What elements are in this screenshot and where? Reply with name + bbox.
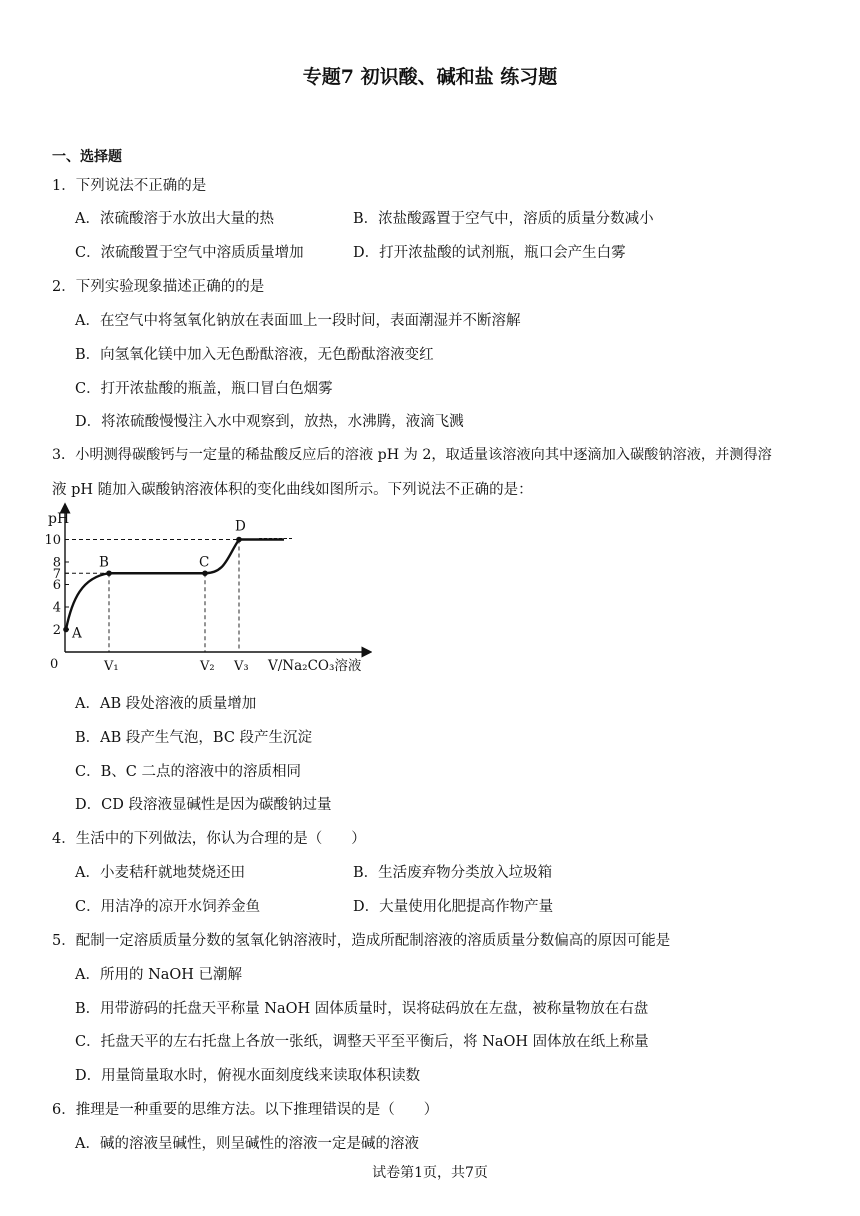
page-title: 专题7 初识酸、碱和盐 练习题 bbox=[302, 66, 558, 88]
question-2-option-a: A．在空气中将氢氧化钠放在表面皿上一段时间，表面潮湿并不断溶解 bbox=[75, 313, 521, 329]
question-4-stem: 4．生活中的下列做法，你认为合理的是（ ） bbox=[52, 831, 366, 847]
question-3-option-c: C．B、C 二点的溶液中的溶质相同 bbox=[75, 764, 301, 780]
question-2-option-d: D．将浓硫酸慢慢注入水中观察到，放热，水沸腾，液滴飞溅 bbox=[75, 414, 464, 430]
question-2-option-c: C．打开浓盐酸的瓶盖，瓶口冒白色烟雾 bbox=[75, 381, 333, 397]
point-a bbox=[63, 627, 69, 633]
question-3-option-b: B．AB 段产生气泡，BC 段产生沉淀 bbox=[75, 730, 313, 746]
question-3-option-a: A．AB 段处溶液的质量增加 bbox=[75, 696, 257, 712]
question-1-option-b: B．浓盐酸露置于空气中，溶质的质量分数减小 bbox=[353, 211, 654, 227]
x-axis-label: V/Na₂CO₃溶液 bbox=[268, 658, 362, 674]
question-2-option-b: B．向氢氧化镁中加入无色酚酞溶液，无色酚酞溶液变红 bbox=[75, 347, 434, 363]
y-tick-label: 6 bbox=[52, 578, 61, 593]
question-5-stem: 5．配制一定溶质质量分数的氢氧化钠溶液时，造成所配制溶液的溶质质量分数偏高的原因可能是 bbox=[52, 933, 671, 949]
question-4-option-c: C．用洁净的凉开水饲养金鱼 bbox=[75, 899, 261, 915]
y-tick-label: 10 bbox=[44, 533, 61, 548]
question-5-option-d: D．用量筒量取水时，俯视水面刻度线来读取体积读数 bbox=[75, 1068, 421, 1084]
y-tick-label: 4 bbox=[52, 600, 61, 616]
question-4-option-b: B．生活废弃物分类放入垃圾箱 bbox=[353, 865, 553, 881]
question-5-option-b: B．用带游码的托盘天平称量 NaOH 固体质量时，误将砝码放在左盘，被称量物放在右盘 bbox=[75, 1001, 649, 1017]
y-axis-label: pH bbox=[48, 511, 70, 527]
question-2-stem: 2．下列实验现象描述正确的的是 bbox=[52, 279, 265, 295]
y-tick-label: 2 bbox=[52, 623, 61, 638]
question-1-stem: 1．下列说法不正确的是 bbox=[52, 178, 207, 194]
question-3-stem-line1: 3．小明测得碳酸钙与一定量的稀盐酸反应后的溶液 pH 为 2，取适量该溶液向其中逐滴加入碳酸钠溶液，并测得溶 bbox=[52, 447, 772, 463]
question-1-option-a: A．浓硫酸溶于水放出大量的热 bbox=[75, 211, 274, 227]
point-label-b: B bbox=[99, 554, 109, 571]
point-label-c: C bbox=[199, 554, 210, 571]
question-1-option-d: D．打开浓盐酸的试剂瓶，瓶口会产生白雾 bbox=[353, 245, 626, 261]
point-c bbox=[202, 570, 208, 576]
point-b bbox=[106, 570, 112, 576]
question-4-option-d: D．大量使用化肥提高作物产量 bbox=[353, 899, 554, 915]
page-footer: 试卷第1页，共7页 bbox=[372, 1165, 488, 1181]
ph-curve bbox=[66, 540, 284, 630]
question-3-option-d: D．CD 段溶液显碱性是因为碳酸钠过量 bbox=[75, 797, 332, 813]
question-4-option-a: A．小麦秸秆就地焚烧还田 bbox=[75, 865, 245, 881]
ph-curve-chart bbox=[42, 500, 372, 680]
point-d bbox=[236, 537, 242, 543]
x-tick-label: V₂ bbox=[200, 659, 215, 674]
question-6-stem: 6．推理是一种重要的思维方法。以下推理错误的是（ ） bbox=[52, 1102, 439, 1118]
question-5-option-c: C．托盘天平的左右托盘上各放一张纸，调整天平至平衡后，将 NaOH 固体放在纸上称量 bbox=[75, 1034, 649, 1050]
question-1-option-c: C．浓硫酸置于空气中溶质质量增加 bbox=[75, 245, 304, 261]
section-heading: 一、选择题 bbox=[52, 149, 122, 165]
origin-label: 0 bbox=[50, 657, 59, 672]
y-tick-label: 8 bbox=[52, 555, 61, 571]
y-tick-label: 7 bbox=[52, 566, 61, 582]
question-3-stem-line2: 液 pH 随加入碳酸钠溶液体积的变化曲线如图所示。下列说法不正确的是： bbox=[52, 482, 533, 498]
point-label-d: D bbox=[235, 518, 246, 535]
question-6-option-a: A．碱的溶液呈碱性，则呈碱性的溶液一定是碱的溶液 bbox=[75, 1136, 419, 1152]
question-5-option-a: A．所用的 NaOH 已潮解 bbox=[75, 967, 243, 983]
point-label-a: A bbox=[72, 625, 82, 642]
x-tick-label: V₃ bbox=[234, 659, 249, 674]
x-tick-label: V₁ bbox=[104, 659, 119, 674]
